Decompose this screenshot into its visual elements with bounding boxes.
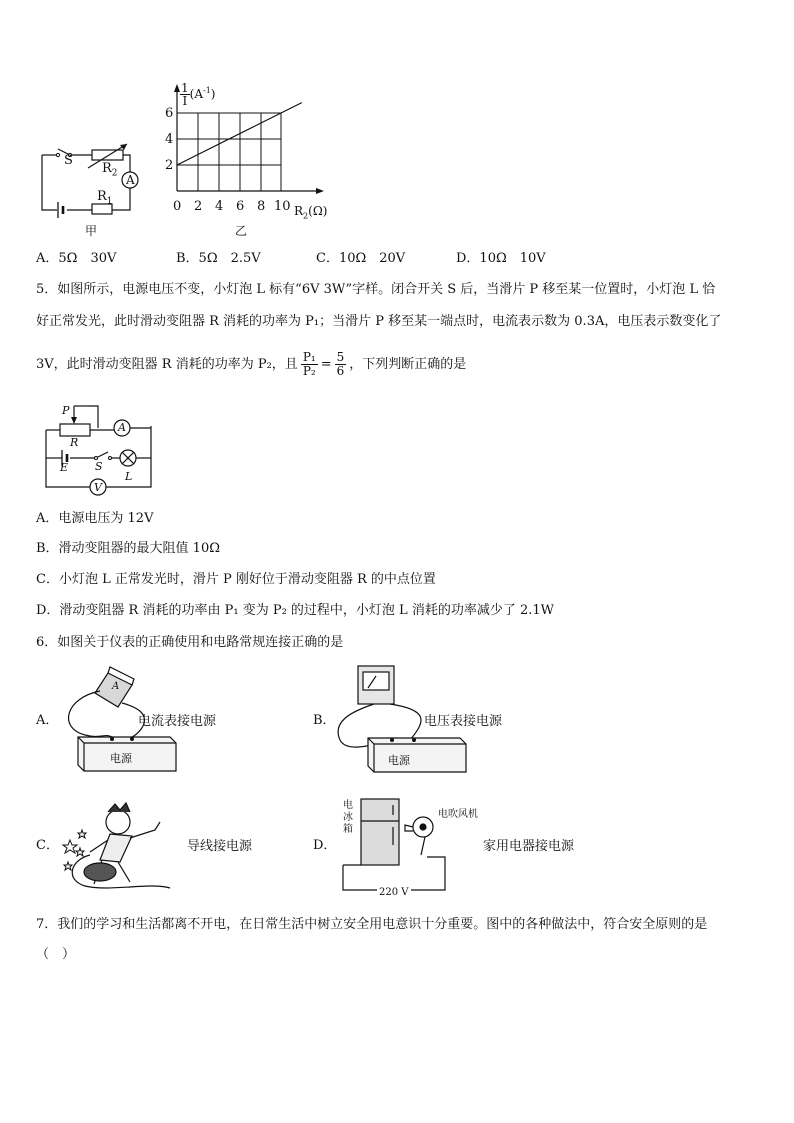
q4-option-a[interactable]: A．5Ω 30V	[36, 251, 117, 266]
y-axis-label: $\frac{1}{I}$ $(A^{-1})$	[181, 81, 216, 108]
q6-option-b-label[interactable]: B．	[313, 713, 336, 728]
x-tick-0: 0	[173, 199, 182, 214]
q6-caption-a: 电流表接电源	[138, 714, 217, 729]
voltmeter-label-v: V	[94, 481, 102, 494]
q6-option-d-label[interactable]: D．	[313, 838, 337, 853]
x-tick-10: 10	[274, 199, 291, 214]
q4-option-c[interactable]: C．10Ω 20V	[316, 251, 406, 266]
grid	[177, 113, 281, 191]
y-tick-4: 4	[165, 132, 174, 147]
battery-box-label-b: 电源	[388, 754, 410, 767]
q6-caption-c: 导线接电源	[187, 839, 253, 854]
slider-label-p: P	[62, 404, 70, 417]
figure-caption-jia: 甲	[85, 224, 98, 238]
x-axis-label: $R_2(\Omega)$	[294, 204, 328, 221]
battery-box-label-a: 电源	[110, 752, 132, 765]
q5-stem-line3: 3V，此时滑动变阻器 R 消耗的功率为 P₂，且 $\frac{\text{P₁}}{\text{P₂}}$ = $\frac{5}{6}$ ，下列判断正确的是	[36, 350, 467, 378]
x-tick-8: 8	[257, 199, 266, 214]
voltage-label: 220 V	[377, 884, 411, 902]
x-tick-6: 6	[236, 199, 245, 214]
q7-stem-line1: 7．我们的学习和生活都离不开电，在日常生活中树立安全用电意识十分重要。图中的各种做法中，符合安全原则的是	[36, 917, 708, 932]
q5-option-a[interactable]: A．电源电压为 12V	[36, 511, 154, 526]
q6-caption-d: 家用电器接电源	[483, 839, 575, 854]
series-line	[177, 103, 302, 165]
q5-stem-line1: 5．如图所示，电源电压不变，小灯泡 L 标有“6V 3W”字样。闭合开关 S 后，当滑片 P 移至某一位置时，小灯泡 L 恰	[36, 282, 716, 297]
q5-option-c[interactable]: C．小灯泡 L 正常发光时，滑片 P 刚好位于滑动变阻器 R 的中点位置	[36, 572, 436, 587]
q7-stem-line2: （ ）	[36, 947, 76, 962]
y-tick-6: 6	[165, 106, 174, 121]
rheostat-label-r: R	[70, 436, 79, 449]
q5-option-d[interactable]: D．滑动变阻器 R 消耗的功率由 P₁ 变为 P₂ 的过程中，小灯泡 L 消耗的功率减少了 2.1W	[36, 603, 554, 618]
switch-label-s: S	[64, 153, 73, 168]
resistor-label-r1: $R_1$	[97, 189, 113, 207]
data-series	[177, 103, 302, 165]
ratio-value-fraction: $\frac{5}{6}$	[336, 350, 345, 378]
battery-label-e: E	[60, 461, 69, 474]
ammeter-label-a: A	[118, 421, 126, 434]
q5-option-b[interactable]: B．滑动变阻器的最大阻值 10Ω	[36, 541, 221, 556]
q5-stem-line2: 好正常发光，此时滑动变阻器 R 消耗的功率为 P₁；当滑片 P 移至某一端点时，电流表示数为 0.3A，电压表示数变化了	[36, 314, 722, 329]
hair-dryer-label: 电吹风机	[438, 809, 478, 820]
q4-option-b[interactable]: B．5Ω 2.5V	[176, 251, 261, 266]
x-tick-2: 2	[194, 199, 203, 214]
q6-c-illustration	[60, 800, 180, 895]
q4-option-d[interactable]: D．10Ω 10V	[456, 251, 546, 266]
q6-option-a-label[interactable]: A．	[36, 713, 59, 728]
q6-caption-b: 电压表接电源	[424, 714, 503, 729]
resistor-label-r2: $R_2$	[102, 161, 118, 179]
figure-caption-yi: 乙	[235, 224, 248, 238]
switch-label-s: S	[95, 460, 103, 473]
ammeter-label: A	[126, 173, 135, 187]
y-tick-2: 2	[165, 158, 174, 173]
lamp-label-l: L	[125, 470, 133, 483]
ammeter-dial-letter: A	[112, 681, 120, 692]
q6-option-c-label[interactable]: C．	[36, 838, 59, 853]
x-tick-4: 4	[215, 199, 224, 214]
q6-stem: 6．如图关于仪表的正确使用和电路常规连接正确的是	[36, 635, 344, 650]
power-ratio-fraction: $\frac{\text{P₁}}{\text{P₂}}$	[302, 350, 316, 378]
fridge-label: 电冰箱	[343, 800, 353, 835]
